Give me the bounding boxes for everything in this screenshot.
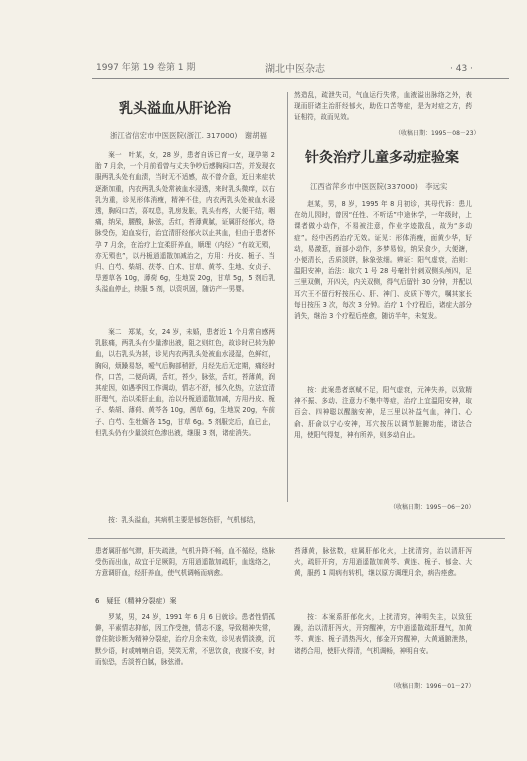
article1-byline: 浙江省信宏市中医医院(浙江. 317000) 谢胡福: [110, 131, 267, 140]
article1-note: 按：乳头溢血，其病机主要是郁怒伤肝，气机郁结，: [108, 516, 260, 524]
article1-title: 乳头溢血从肝论治: [119, 101, 231, 117]
page-number: · 43 ·: [450, 64, 473, 74]
article2-note: 按：此案患者禀赋不足，阳气虚衰，元神失养，以致精神不振、多动、注意力不集中等症，治疗上宜温阳安神，取百会、四神聪以醒脑安神，足三里以补益气血，神门、心俞、肝俞以宁心安神，耳穴按压以调节脏腑功能，诸法合用，使阳气得复，神有所养，则多动自止。: [294, 386, 472, 439]
article2-title: 针灸治疗儿童多动症验案: [305, 150, 459, 166]
article3-right-para2: 按：本案系肝郁化火，上扰清窍，神明失主，以致狂躁，治以清肝泻火，开窍醒神，方中逍遥散疏肝理气，加黄芩、黄连、栀子清热泻火，郁金开窍醒神，大黄通腑泄热，诸药合用，使肝火得清，气机调畅，神明自安。: [294, 613, 472, 655]
article2-case: 赵某，男，8 岁，1995 年 8 月初诊，其母代诉：患儿在幼儿园时，曾因“任性、不听话”中途休学，一年级时，上课者做小动作，不易被注意，作业字迹散乱，故为“多动症”。经中西药治疗无效。证见：形体消瘦，面黄少华，好动，易激惹，面部小动作，多梦易惊，纳呆食少，大便溏，小便清长，舌质淡胖，脉象弦细。辨证：阳气虚衰，治则：温阳安神，治法：取穴 1 号 28 号毫针针刺双侧头颅四，足三里双侧，开四关，内关双侧，得气后留针 30 分钟，并配以耳穴王不留行籽按压心、肝、神门、皮质下等穴，嘱其家长每日按压 3 次，每次 3 分钟。治疗 1 个疗程后，诸症大部分消失，继治 3 个疗程后痊愈，随访半年，未复发。: [294, 200, 472, 321]
article3-left-para1: 患者属肝郁气滞，肝失疏泄，气机升降不畅，血不循经，络脉受伤而出血，故宜于足厥阴，方用逍遥散加疏肝，血逸络之，方意调肝血，经肝养血，使气机调畅而病愈。: [95, 547, 275, 578]
article2-byline: 江西省萍乡市中医医院(337000) 李远实: [310, 182, 448, 191]
journal-issue: 1997 年第 19 卷第 1 期: [96, 63, 196, 73]
section-divider: [88, 538, 505, 539]
article2-received: （收稿日期：1995－06－20）: [390, 504, 475, 511]
article1-cont: 然造乱，疏泄失司，气血运行失常，血液溢出脉络之外，表现而肝诸主治肝经郁火，助佐口苦等症，是为对症之方，药证相符，故而见效。: [294, 91, 472, 122]
article1-case2: 案二 郑某，女，24 岁，未婚，患者近 1 个月常自感两乳胀痛，两乳头有少量渗出液，阻之则红色，故诊时已转为肿血，以右乳头为甚，诊见内衣两乳头处被血水浸湿，色鲜红，胸闷，烦躁易怒，嗳气后胸部稍舒，月经先后无定期，痛经时作，口苦，二便尚调，舌红，苔少，脉弦，舌红，苔薄黄，润其症因，如遇季因工作调动，情志不舒，郁久化热，立法宜清肝理气，治以柔肝止血，治以丹栀逍遥散加减，方用丹皮、栀子、柴胡、薄荷、黄芩各 10g，茜草 6g，生地炭 20g，车前子、白芍、生牡蛎各 15g，甘草 6g。5 剂服完后，血已止，但乳头仍有少量淡红色渗出液，继服 3 剂，诸症消失。: [95, 328, 275, 437]
article3-left-para2: 罗某，男，24 岁，1991 年 6 月 6 日就诊。患者性情孤僻，平素情志抑郁，因工作受挫，情志不遂，导致精神失常，曾住院诊断为精神分裂症，治疗月余未效，诊见表情淡漠，沉默少语，时或喃喃自语，哭笑无常，不思饮食，夜寐不安，时而惊恐，舌淡苔白腻，脉弦滑。: [95, 613, 275, 666]
article1-received: （收稿日期：1995－08－23）: [395, 130, 480, 137]
article3-right-para1: 苔薄黄，脉弦数，症属肝郁化火，上扰清窍，治以清肝泻火，疏肝开窍，方用逍遥散加黄芩、黄连、栀子、郁金、大黄，服药 1 周病有转机，继以原方调理月余，病告痊愈。: [294, 547, 472, 578]
article3-case-heading: 6 疑狂（精神分裂症）案: [95, 597, 177, 605]
column-divider: [287, 92, 288, 502]
header-rule: [92, 78, 509, 79]
article1-case1: 案一 叶某，女，28 岁，患者自诉已育一女，现孕第 2 胎 7 月余，一个月前看曾与丈夫争吵后感胸闷口苦，并发现衣服两乳头处有血渍，当时无不适感，故不曾介意，近日来症状逐渐加重，内衣两乳头处常被血水浸透，来时乳头微痒，以右乳为重，诊见形体消瘦，精神不佳，内衣两乳头处被血水浸透，胸闷口苦，喜叹息，乳房发胀，乳头有疼，大便干结，咽痛，纳呆，腰酸，脉弦，舌红，苔薄黄腻，证属肝经郁火，络脉受伤，迫血妄行，治宜清肝经郁火以止其血，但由于患者怀孕 7 月余，在治疗上宜柔肝养血，顺理（内经）“有故无殒，亦无殒也”，以丹栀逍遥散加减治之，方用：丹皮、栀子、当归、白芍、柴胡、茯苓、白术、甘草、黄芩、生地、女贞子、旱莲草各 10g，薄荷 6g，生地炭 20g，甘草 5g，5 剂后乳头溢血停止，续服 5 剂，以资巩固，随访产一男婴。: [95, 151, 275, 294]
article3-received: （收稿日期：1996－01－27）: [390, 683, 475, 690]
journal-name: 湖北中医杂志: [265, 64, 325, 75]
